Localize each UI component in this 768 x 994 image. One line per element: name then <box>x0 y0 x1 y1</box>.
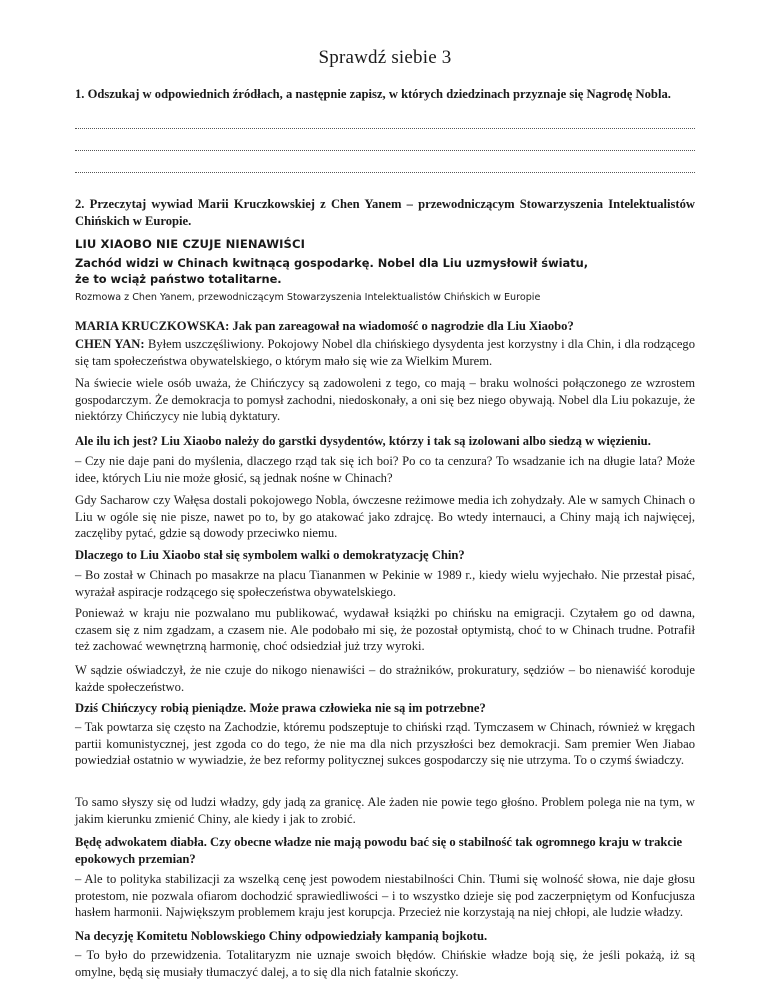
article-headline: LIU XIAOBO NIE CZUJE NIENAWIŚCI <box>75 237 305 251</box>
task-2-instruction: 2. Przeczytaj wywiad Marii Kruczkowskiej z Chen Yanem – przewodniczącym Stowarzyszenia Intelektualistów Chińskich w Europie. <box>75 197 695 228</box>
interview-question-5: Będę adwokatem diabła. Czy obecne władze nie mają powodu bać się o stabilność tak ogromnego kraju w trakcie epokowych przemian? <box>75 835 683 866</box>
interview-answer-3: – Bo został w Chinach po masakrze na placu Tiananmen w Pekinie w 1989 r., kiedy wielu wyjechało. Nie przestał pisać, wyrażał aspiracje rodzącego się społeczeństwa obywatelskiego. <box>75 568 695 599</box>
interview-answer-5: – Ale to polityka stabilizacji za wszelką cenę jest powodem niestabilności Chin. Tłumi się wolność słowa, nie daje głosu protestom, nie pozwala ofiarom dochodzić sprawiedliwości – i to wszystko dzieje się pod zaczerpniętym od Konfucjusza hasłem harmonii. Największym problemem kraju jest korupcja. Przecież nie korzystają na niej chłopi, ale ludzie władzy. <box>75 872 695 920</box>
interview-answer-3c: W sądzie oświadczył, że nie czuje do nikogo nienawiści – do strażników, prokuratury, sędziów – bo nienawiść koroduje każde społeczeństwo. <box>75 663 695 694</box>
interview-question-2: Ale ilu ich jest? Liu Xiaobo należy do garstki dysydentów, którzy i tak są izolowani albo siedzą w więzieniu. <box>75 434 651 448</box>
interview-question-1: MARIA KRUCZKOWSKA: Jak pan zareagował na wiadomość o nagrodzie dla Liu Xiaobo? <box>75 319 574 333</box>
interview-answer-4: – Tak powtarza się często na Zachodzie, któremu podszeptuje to chiński rząd. Tymczasem w Chinach, również w kręgach partii komunistycznej, jest zgoda co do tego, że nie ma dla nich przyszłości bez demokracji. Sam premier Wen Jiabao powiedział ostatnio w wywiadzie, że bez reformy politycznej sukces gospodarczy się nie utrzyma. To o czymś świadczy. <box>75 720 695 768</box>
interview-answer-6: – To było do przewidzenia. Totalitaryzm nie uznaje swoich błędów. Chińskie władze boją się, że jeśli pokażą, iż są omylne, będą się musiały tłumaczyć dalej, a to się dla nich fatalnie skończy. <box>75 948 695 979</box>
task-1-instruction: 1. Odszukaj w odpowiednich źródłach, a następnie zapisz, w których dziedzinach przyznaje się Nagrodę Nobla. <box>75 87 671 101</box>
article-lead-line-1: Zachód widzi w Chinach kwitnącą gospodarkę. Nobel dla Liu uzmysłowił światu, <box>75 256 589 270</box>
interview-question-3: Dlaczego to Liu Xiaobo stał się symbolem walki o demokratyzację Chin? <box>75 548 465 562</box>
interview-answer-4b: To samo słyszy się od ludzi władzy, gdy jadą za granicę. Ale żaden nie powie tego głośno. Problem polega nie na tym, w jakim kierunku zmienić Chiny, ale kiedy i jak to zrobić. <box>75 795 695 826</box>
interview-answer-2b: Gdy Sacharow czy Wałęsa dostali pokojowego Nobla, ówczesne reżimowe media ich zohydzały. Ale w samych Chinach o Liu w ogóle się nie pisze, nawet po to, by go atakować jako zdrajcę. Bo wtedy internauci, a Chiny mają ich najwięcej, zaczęliby pytać, gdzie są dowody przeciwko niemu. <box>75 493 695 541</box>
answer-speaker: CHEN YAN: <box>75 337 145 351</box>
interview-answer-2: – Czy nie daje pani do myślenia, dlaczego rząd tak się ich boi? Po co ta cenzura? To wsadzanie ich na długie lata? Może idee, których Liu nie może głosić, są jednak nośne w Chinach? <box>75 454 695 485</box>
answer-line-1[interactable] <box>75 127 695 129</box>
interview-answer-1b: Na świecie wiele osób uważa, że Chińczycy są zadowoleni z tego, co mają – braku wolności połączonego ze wzrostem gospodarczym. Że demokracja to pomysł zachodni, niedoskonały, a oni się bez niego obywają. Nobel dla Liu pokazuje, że niektórzy Chińczycy nie lubią dyktatury. <box>75 376 695 424</box>
article-lead-line-2: że to wciąż państwo totalitarne. <box>75 272 282 286</box>
interview-answer-1 <box>75 336 695 369</box>
interview-question-4: Dziś Chińczycy robią pieniądze. Może prawa człowieka nie są im potrzebne? <box>75 701 486 715</box>
article-byline: Rozmowa z Chen Yanem, przewodniczącym Stowarzyszenia Intelektualistów Chińskich w Europie <box>75 292 541 303</box>
interview-question-6: Na decyzję Komitetu Noblowskiego Chiny odpowiedziały kampanią bojkotu. <box>75 929 488 943</box>
page-title: Sprawdź siebie 3 <box>318 47 452 68</box>
interview-answer-3b: Ponieważ w kraju nie pozwalano mu publikować, wydawał książki po chińsku na emigracji. Czytałem go od dawna, czasem się z nim zgadzam, a czasem nie. Ale podobało mi się, że pozostał optymistą, choć to w Chinach trudne. Potrafił też zachować wewnętrzną harmonię, choć odsiedział już trzy wyroki. <box>75 606 695 654</box>
answer-line-2[interactable] <box>75 149 695 151</box>
answer-line-3[interactable] <box>75 171 695 173</box>
answer-1-text: Byłem uszczęśliwiony. Pokojowy Nobel dla chińskiego dysydenta jest korzystny i dla Chin, i dla rodzącego się tam społeczeństwa obywatelskiego, o którym mało się wie za Wielkim Murem. <box>75 337 695 368</box>
